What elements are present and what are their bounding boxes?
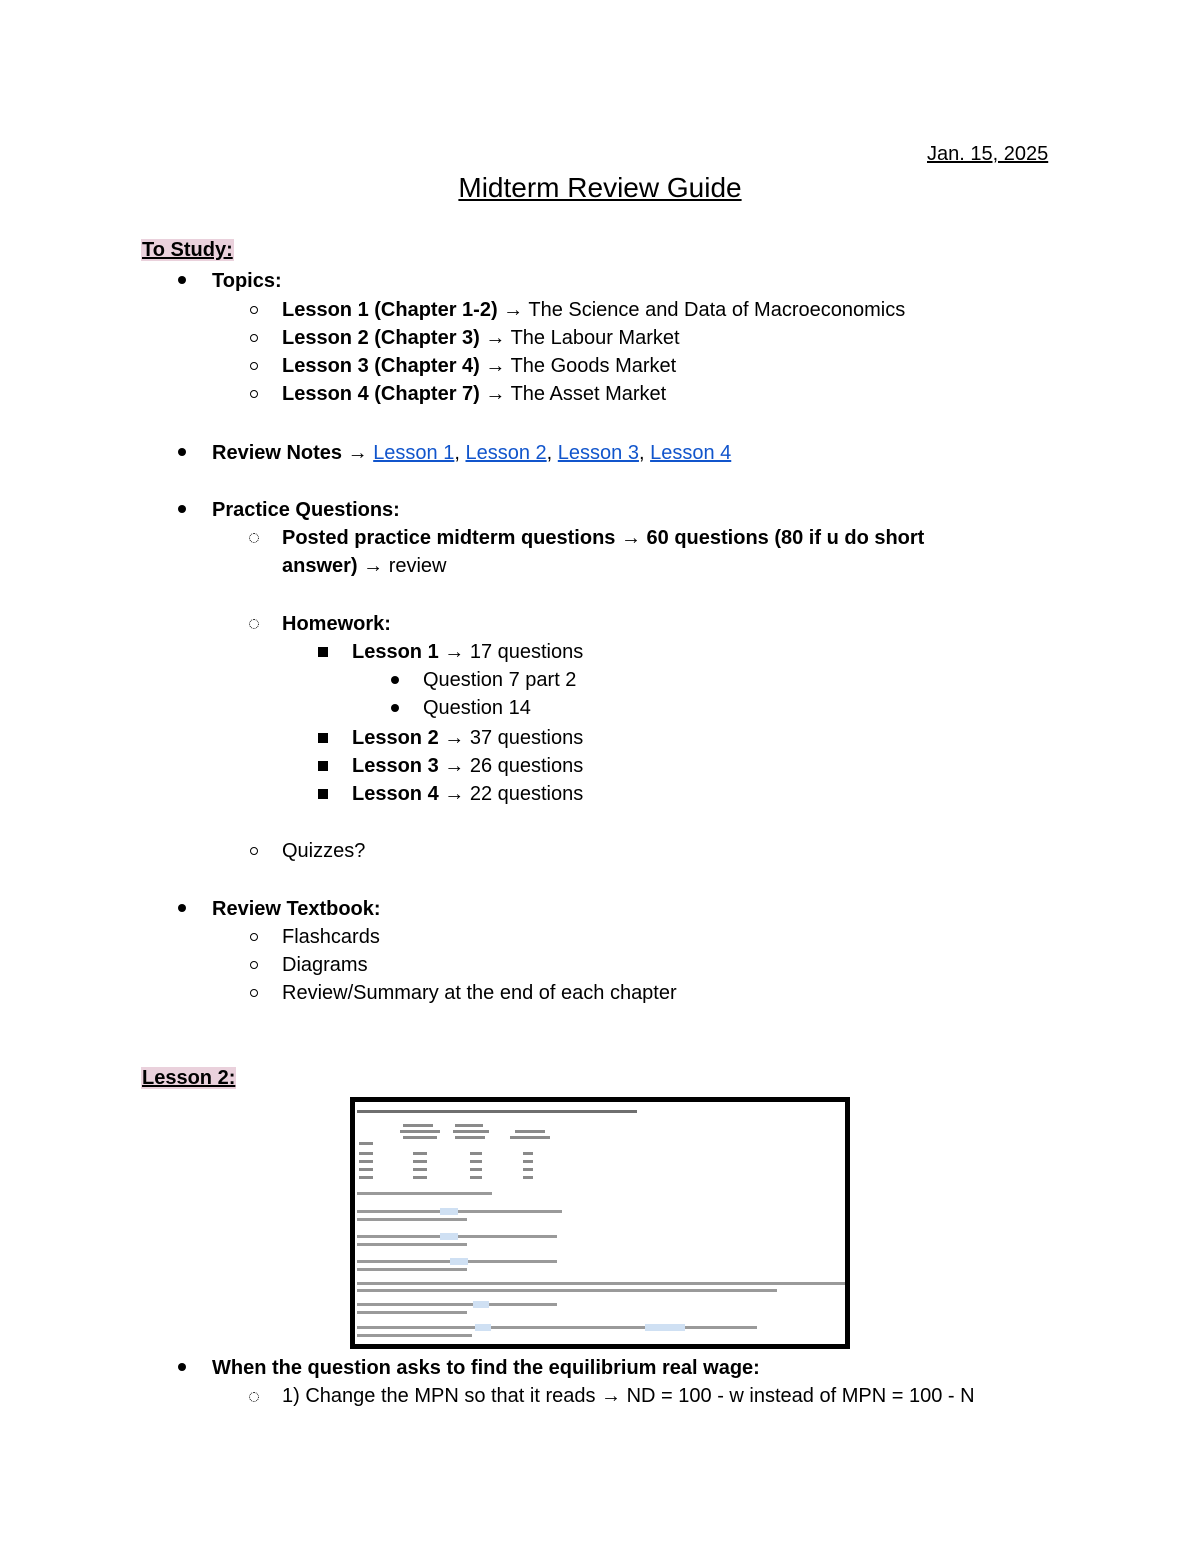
equilibrium-label: When the question asks to find the equilibrium real wage: <box>212 1357 760 1379</box>
document-date: Jan. 15, 2025 <box>927 143 1049 165</box>
posted-questions-line1: Posted practice midterm questions → 60 questions (80 if u do short <box>282 527 925 549</box>
textbook-item: Diagrams <box>282 954 368 976</box>
lesson-1-link[interactable]: Lesson 1 <box>373 442 455 464</box>
bullet-circle-icon <box>250 961 258 969</box>
textbook-item: Flashcards <box>282 926 380 948</box>
bullet-circle-icon <box>250 390 258 398</box>
lesson-2-link[interactable]: Lesson 2 <box>465 442 547 464</box>
lesson-4-link[interactable]: Lesson 4 <box>650 442 732 464</box>
review-notes-label: Review Notes <box>212 442 343 464</box>
review-notes-line: Review Notes → Lesson 1, Lesson 2, Lesson 3, Lesson 4 <box>212 442 732 464</box>
topic-item: Lesson 2 (Chapter 3) → The Labour Market <box>282 327 680 349</box>
document-title: Midterm Review Guide <box>458 172 742 203</box>
homework-subitem: Question 14 <box>423 697 531 719</box>
practice-questions-label: Practice Questions: <box>212 499 400 521</box>
homework-item: Lesson 3 → 26 questions <box>352 755 584 777</box>
bullet-disc-icon <box>178 505 186 513</box>
bullet-disc-icon <box>178 276 186 284</box>
quizzes-item: Quizzes? <box>282 840 366 862</box>
bullet-disc-icon <box>178 904 186 912</box>
lesson-2-heading: Lesson 2: <box>142 1067 236 1089</box>
homework-item: Lesson 4 → 22 questions <box>352 783 584 805</box>
equilibrium-step-1: 1) Change the MPN so that it reads → ND = 100 - w instead of MPN = 100 - N <box>282 1385 975 1407</box>
bullet-square-icon <box>318 647 328 657</box>
posted-questions-line2: answer) → review <box>282 555 447 577</box>
topic-item: Lesson 4 (Chapter 7) → The Asset Market <box>282 383 667 405</box>
bullet-dotted-circle-icon <box>249 619 259 629</box>
topics-label: Topics: <box>212 270 282 292</box>
bullet-dotted-circle-icon <box>249 1392 259 1402</box>
review-textbook-label: Review Textbook: <box>212 898 381 920</box>
bullet-square-icon <box>318 761 328 771</box>
homework-item: Lesson 1 → 17 questions <box>352 641 584 663</box>
bullet-square-icon <box>318 789 328 799</box>
bullet-circle-icon <box>250 847 258 855</box>
bullet-circle-icon <box>250 334 258 342</box>
bullet-disc-icon <box>178 448 186 456</box>
to-study-heading: To Study: <box>142 239 233 261</box>
homework-screenshot-image <box>350 1097 850 1349</box>
homework-subitem: Question 7 part 2 <box>423 669 577 691</box>
bullet-dotted-circle-icon <box>249 533 259 543</box>
bullet-circle-icon <box>250 362 258 370</box>
bullet-circle-icon <box>250 933 258 941</box>
bullet-square-icon <box>318 733 328 743</box>
lesson-3-link[interactable]: Lesson 3 <box>557 442 639 464</box>
bullet-disc-icon <box>391 676 399 684</box>
bullet-disc-icon <box>178 1363 186 1371</box>
topic-item: Lesson 1 (Chapter 1-2) → The Science and Data of Macroeconomics <box>282 299 906 321</box>
homework-item: Lesson 2 → 37 questions <box>352 727 584 749</box>
bullet-circle-icon <box>250 306 258 314</box>
topic-item: Lesson 3 (Chapter 4) → The Goods Market <box>282 355 677 377</box>
bullet-disc-icon <box>391 704 399 712</box>
textbook-item: Review/Summary at the end of each chapter <box>282 982 677 1004</box>
homework-label: Homework: <box>282 613 391 635</box>
bullet-circle-icon <box>250 989 258 997</box>
